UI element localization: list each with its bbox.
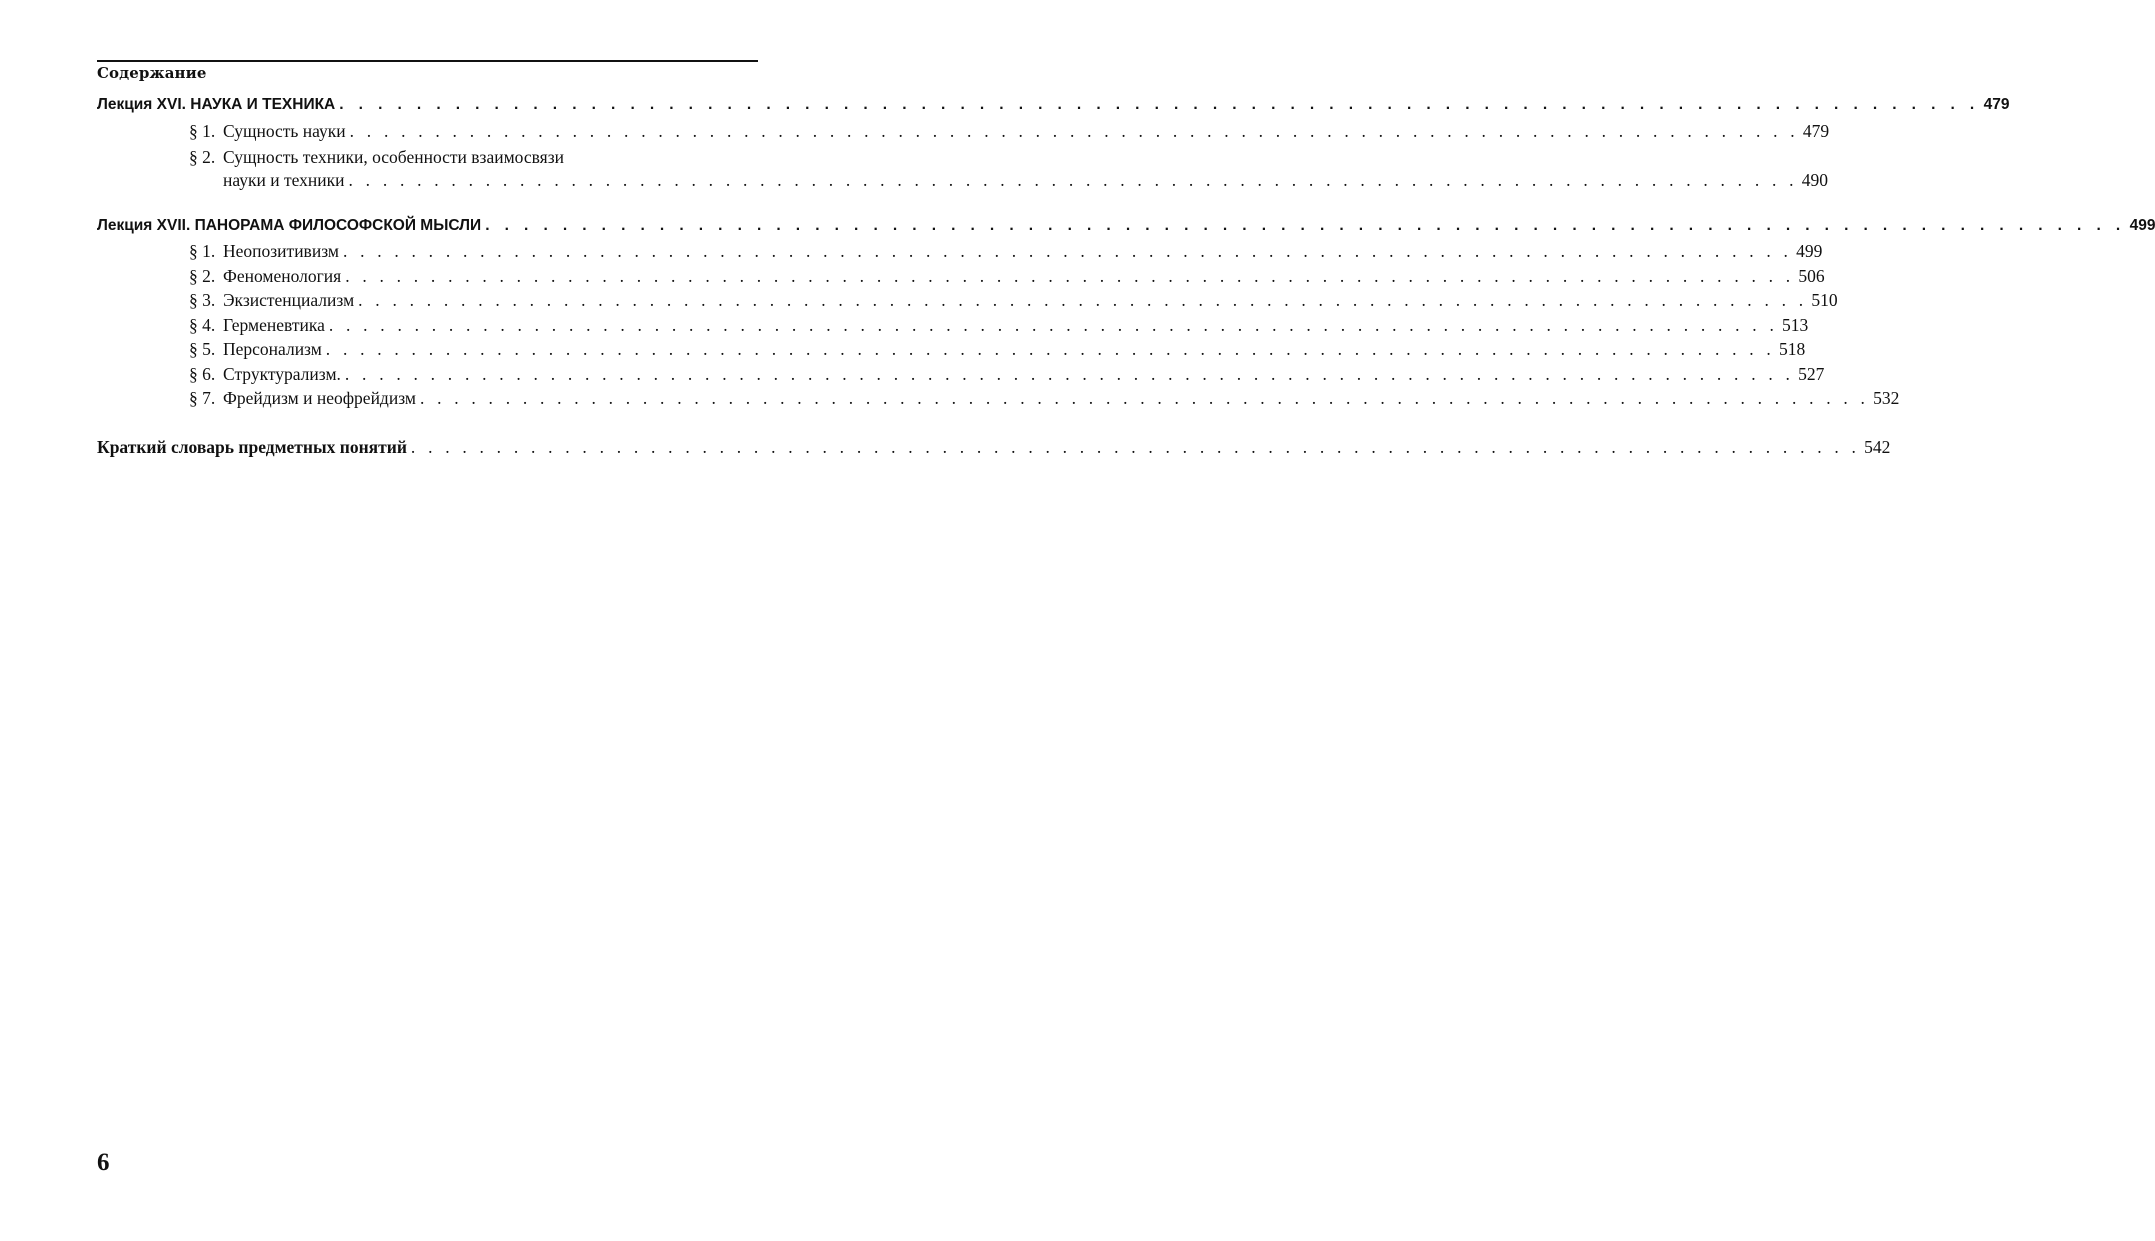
dot-leader: . . . . . . . . . . . . . . . . . . . . . . . . . . . . . . . . . . . . . . . . . . . . . . . . . . . . . . . . . . . . . . . . . . . . . . . . . . . . . . . . . . . . . [344, 363, 1795, 384]
dot-leader: . . . . . . . . . . . . . . . . . . . . . . . . . . . . . . . . . . . . . . . . . . . . . . . . . . . . . . . . . . . . . . . . . . . . . . . . . . . . . . . . . . . . . [349, 120, 1799, 141]
toc-section[interactable] [97, 241, 1823, 266]
lecture-title: Лекция XVII. ПАНОРАМА ФИЛОСОФСКОЙ МЫСЛИ [97, 216, 482, 234]
dot-leader: . . . . . . . . . . . . . . . . . . . . . . . . . . . . . . . . . . . . . . . . . . . . . . . . . . . . . . . . . . . . . . . . . . . . . . . . . . . . . . . . . . . . . [358, 290, 1808, 310]
toc-glossary[interactable] [97, 436, 1891, 462]
toc-section-line1[interactable] [97, 145, 755, 170]
section-title: Феноменология [223, 265, 342, 286]
toc-section[interactable] [97, 265, 1825, 291]
page-folio: 6 [97, 1149, 110, 1176]
section-sign: § 7. [189, 388, 216, 408]
section-sign: § 2. [189, 265, 216, 286]
dot-leader: . . . . . . . . . . . . . . . . . . . . . . . . . . . . . . . . . . . . . . . . . . . . . . . . . . . . . . . . . . . . . . . . . . . . . . . . . . . . . . . . . . . . . [348, 170, 1798, 190]
page-number: 518 [1778, 339, 1806, 359]
dot-leader: . . . . . . . . . . . . . . . . . . . . . . . . . . . . . . . . . . . . . . . . . . . . . . . . . . . . . . . . . . . . . . . . . . . . . . . . . . . . . . . . . . . . . [345, 265, 1795, 286]
toc-lecture-16[interactable] [97, 96, 2010, 121]
page-number: 479 [1983, 96, 2010, 113]
toc-section[interactable] [97, 290, 1838, 315]
toc-section[interactable] [97, 388, 1900, 413]
section-sign: § 2. [189, 147, 216, 167]
page-number: 499 [1796, 241, 1823, 261]
page-number: 527 [1798, 363, 1825, 384]
toc-section[interactable] [97, 363, 1825, 389]
toc-lecture-17[interactable] [97, 216, 2155, 242]
toc-section[interactable] [97, 339, 1806, 364]
section-sign: § 6. [189, 363, 216, 384]
section-title: Структурализм. [223, 363, 341, 384]
section-title: Неопозитивизм [223, 241, 339, 261]
dot-leader: . . . . . . . . . . . . . . . . . . . . . . . . . . . . . . . . . . . . . . . . . . . . . . . . . . . . . . . . . . . . . . . . . . . . . . . . . . . . . . . . . . . . . [328, 314, 1779, 335]
section-title: Персонализм [223, 339, 322, 359]
dot-leader: . . . . . . . . . . . . . . . . . . . . . . . . . . . . . . . . . . . . . . . . . . . . . . . . . . . . . . . . . . . . . . . . . . . . . . . . . . . . . . . . . . . . . [410, 436, 1861, 457]
running-head: Содержание [97, 64, 207, 82]
page-number: 506 [1798, 265, 1825, 286]
page-number: 542 [1864, 436, 1891, 457]
section-sign: § 4. [189, 314, 216, 335]
section-title-continued: науки и техники [223, 170, 345, 190]
section-sign: § 3. [189, 290, 216, 310]
toc-section[interactable] [97, 120, 1830, 146]
page-number: 479 [1802, 120, 1830, 141]
lecture-title: Лекция XVI. НАУКА И ТЕХНИКА [97, 96, 336, 113]
glossary-title: Краткий словарь предметных понятий [97, 436, 407, 457]
page-number: 499 [2129, 216, 2155, 234]
toc-section[interactable] [97, 314, 1809, 340]
page-number: 510 [1811, 290, 1838, 310]
dot-leader: . . . . . . . . . . . . . . . . . . . . . . . . . . . . . . . . . . . . . . . . . . . . . . . . . . . . . . . . . . . . . . . . . . . . . . . . . . . . . . . . . . . . . [485, 216, 2126, 234]
section-title: Экзистенциализм [223, 290, 355, 310]
section-title: Сущность техники, особенности взаимосвязи [223, 147, 564, 167]
section-title: Сущность науки [223, 120, 346, 141]
section-title: Герменевтика [223, 314, 325, 335]
section-sign: § 5. [189, 339, 216, 359]
page-number: 490 [1801, 170, 1828, 190]
dot-leader: . . . . . . . . . . . . . . . . . . . . . . . . . . . . . . . . . . . . . . . . . . . . . . . . . . . . . . . . . . . . . . . . . . . . . . . . . . . . . . . . . . . . . [419, 388, 1870, 408]
dot-leader: . . . . . . . . . . . . . . . . . . . . . . . . . . . . . . . . . . . . . . . . . . . . . . . . . . . . . . . . . . . . . . . . . . . . . . . . . . . . . . . . . . . . . [339, 96, 1980, 113]
page-number: 532 [1873, 388, 1900, 408]
dot-leader: . . . . . . . . . . . . . . . . . . . . . . . . . . . . . . . . . . . . . . . . . . . . . . . . . . . . . . . . . . . . . . . . . . . . . . . . . . . . . . . . . . . . . [342, 241, 1793, 261]
page-number: 513 [1782, 314, 1809, 335]
header-rule [97, 60, 758, 62]
section-sign: § 1. [189, 241, 216, 261]
table-of-contents [97, 96, 2155, 461]
dot-leader: . . . . . . . . . . . . . . . . . . . . . . . . . . . . . . . . . . . . . . . . . . . . . . . . . . . . . . . . . . . . . . . . . . . . . . . . . . . . . . . . . . . . . [325, 339, 1775, 359]
section-sign: § 1. [189, 120, 216, 141]
section-title: Фрейдизм и неофрейдизм [223, 388, 416, 408]
toc-section-line2[interactable] [97, 170, 1828, 195]
